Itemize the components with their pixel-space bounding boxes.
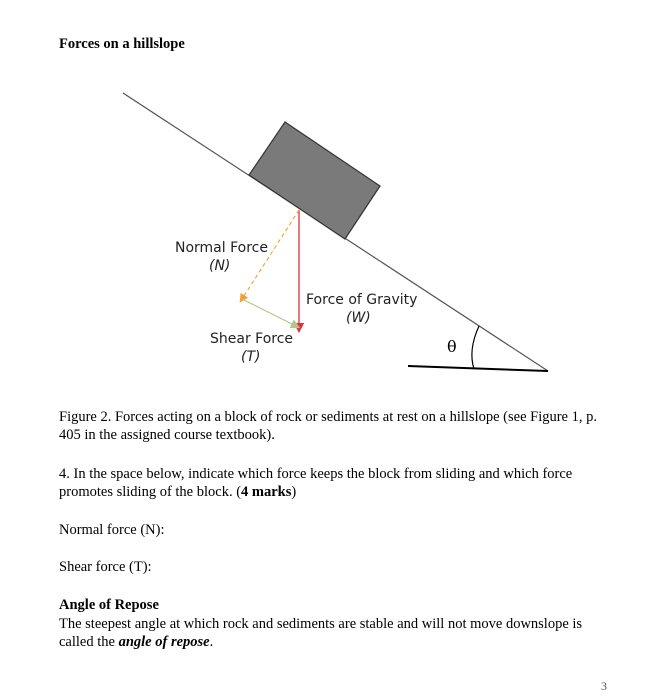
section-title: Forces on a hillslope	[59, 36, 185, 52]
normal-force-answer-label: Normal force (N):	[59, 522, 165, 538]
question-text: 4. In the space below, indicate which force keeps the block from sliding and which force promotes sliding of the block. (	[59, 466, 573, 500]
angle-theta: θ	[447, 337, 457, 356]
repose-text: The steepest angle at which rock and sediments are stable and will not move downslope is called the	[59, 616, 583, 650]
rock-block	[249, 122, 380, 239]
shear-force-label: Shear Force	[210, 331, 294, 347]
page-number: 3	[601, 679, 607, 693]
repose-heading: Angle of Repose	[59, 597, 159, 613]
repose-definition	[59, 615, 619, 651]
question-4	[59, 465, 619, 501]
shear-force-answer-label: Shear force (T):	[59, 559, 152, 575]
question-marks: 4 marks	[241, 484, 292, 500]
figure-caption: Figure 2. Forces acting on a block of rock or sediments at rest on a hillslope (see Figure 1, p. 405 in the assigned course textbook).	[59, 409, 597, 443]
shear-force-arrow	[242, 299, 296, 326]
gravity-label: Force of Gravity	[306, 292, 418, 308]
normal-force-symbol: (N)	[209, 258, 231, 274]
ground-line	[408, 366, 548, 371]
repose-term: angle of repose	[118, 634, 210, 650]
question-close: )	[291, 484, 297, 500]
angle-arc	[472, 326, 479, 369]
normal-force-label: Normal Force	[175, 240, 268, 256]
shear-force-symbol: (T)	[241, 349, 261, 365]
gravity-symbol: (W)	[346, 310, 371, 326]
repose-end: .	[209, 634, 214, 650]
